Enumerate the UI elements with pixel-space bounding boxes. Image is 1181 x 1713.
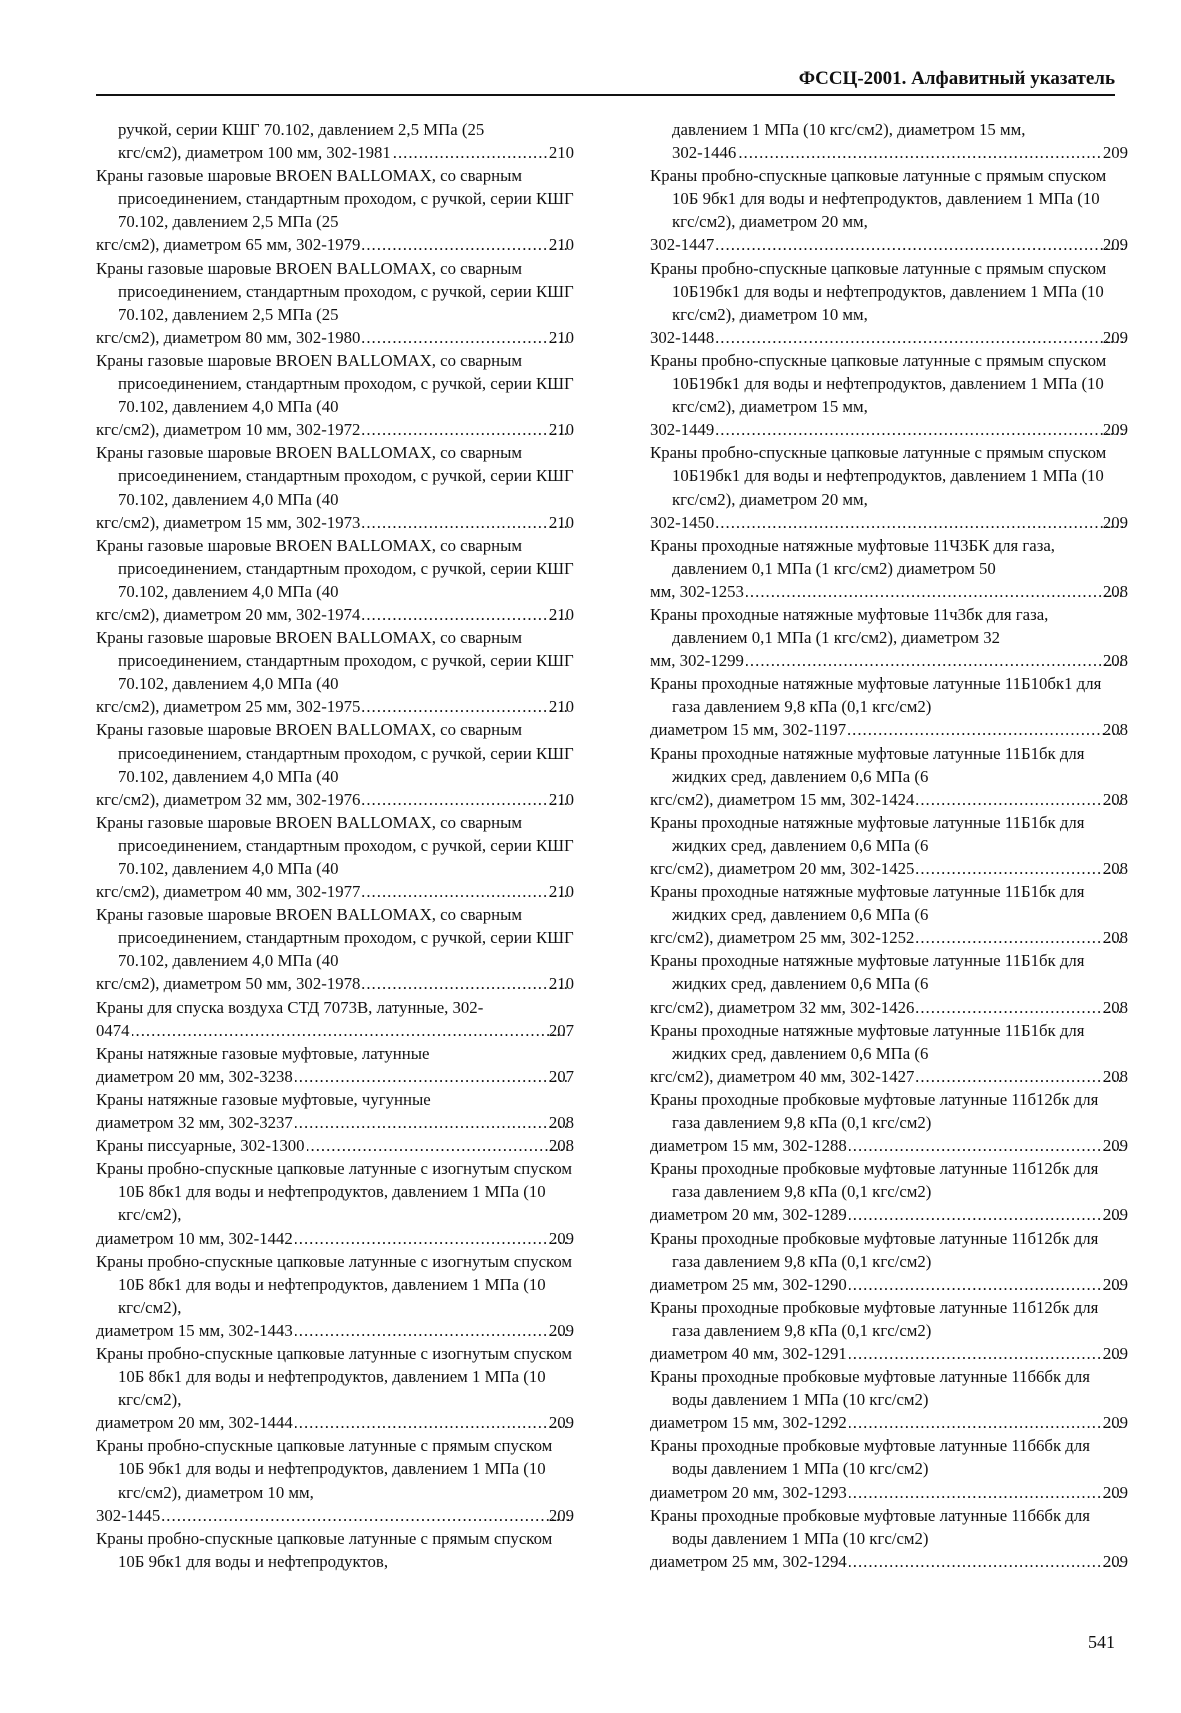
index-entry-tail: диаметром 20 мм, 302-1444 (96, 1413, 293, 1433)
index-entry-last-line (650, 1411, 1128, 1434)
index-entry-tail: кгс/см2), диаметром 80 мм, 302-1980 (96, 327, 361, 347)
index-entry-tail: кгс/см2), диаметром 25 мм, 302-1975 (96, 697, 361, 717)
dot-leader (916, 996, 1122, 1019)
index-entry-text: Краны пробно-спускные цапковые латунные с прямым спуском 10Б 9бк1 для воды и нефтепродуктов, давлением 1 МПа (10 кгс/см2), диаметром 10 мм, (96, 1436, 553, 1502)
dot-leader (362, 603, 568, 626)
dot-leader (738, 141, 1101, 164)
index-entry-page: 209 (548, 1505, 574, 1525)
index-entry-page: 208 (1102, 859, 1128, 878)
index-entry (650, 1365, 1128, 1434)
index-entry (650, 949, 1128, 1018)
index-entry-last-line (650, 1342, 1128, 1365)
index-entry-text: Краны пробно-спускные цапковые латунные с прямым спуском 10Б19бк1 для воды и нефтепродуктов, давлением 1 МПа (10 кгс/см2), диаметром 20 мм, (650, 443, 1107, 509)
index-entry-tail: диаметром 20 мм, 302-3238 (96, 1066, 293, 1086)
index-entry-tail: диаметром 15 мм, 302-1443 (96, 1320, 293, 1340)
index-entry-text: Краны проходные натяжные муфтовые латунные 11Б1бк для жидких сред, давлением 0,6 МПа (6 (650, 1020, 1085, 1063)
index-entry-text: Краны натяжные газовые муфтовые, латунные (96, 1043, 430, 1063)
index-entry-last-line (96, 695, 574, 718)
running-header (96, 64, 1115, 96)
index-entry-last-line (96, 1134, 574, 1157)
index-entry-page: 210 (548, 697, 574, 717)
index-entry-text: Краны пробно-спускные цапковые латунные с прямым спуском 10Б19бк1 для воды и нефтепродуктов, давлением 1 МПа (10 кгс/см2), диаметром 15 мм, (650, 350, 1107, 417)
index-entry-tail: кгс/см2), диаметром 100 мм, 302-1981 (118, 143, 391, 163)
index-entry-text: Краны газовые шаровые BROEN BALLOMAX, со сварным присоединением, стандартным проходом, с ручкой, серии КШГ 70.102, давлением 4,0 МПа (40 (96, 443, 574, 509)
index-entry-last-line (96, 233, 574, 256)
index-entry (650, 534, 1128, 603)
index-entry-text: Краны газовые шаровые BROEN BALLOMAX, со сварным присоединением, стандартным проходом, с ручкой, серии КШГ 70.102, давлением 4,0 МПа (40 (96, 720, 574, 786)
index-entry-tail: кгс/см2), диаметром 15 мм, 302-1424 (650, 789, 915, 809)
index-entry-last-line (96, 1411, 574, 1434)
index-entry-page: 209 (1102, 235, 1128, 255)
index-entry (650, 1504, 1128, 1573)
index-entry-last-line (96, 880, 574, 903)
index-entry-text: Краны проходные натяжные муфтовые латунные 11Б1бк для жидких сред, давлением 0,6 МПа (6 (650, 882, 1085, 925)
index-entry (650, 1296, 1128, 1365)
index-entry-tail: кгс/см2), диаметром 40 мм, 302-1427 (650, 1066, 915, 1086)
index-entry-text: Краны проходные натяжные муфтовые латунные 11Б1бк для жидких сред, давлением 0,6 МПа (6 (650, 743, 1085, 786)
index-entry-last-line (650, 326, 1128, 349)
index-entry-last-line (650, 580, 1128, 603)
index-entry-page: 209 (1102, 143, 1128, 163)
index-entry-text: Краны проходные пробковые муфтовые латунные 11б12бк для газа давлением 9,8 кПа (0,1 кгс/см2) (650, 1159, 1099, 1202)
index-entry-page: 208 (1102, 720, 1128, 740)
index-entry-last-line (650, 1481, 1128, 1504)
index-entry-tail: диаметром 20 мм, 302-1293 (650, 1482, 847, 1502)
dot-leader (849, 1550, 1123, 1573)
index-entry-text: Краны проходные натяжные муфтовые 11Ч3БК для газа, давлением 0,1 МПа (1 кгс/см2) диаметром 50 (650, 535, 1055, 578)
index-entry-text: Краны пробно-спускные цапковые латунные с изогнутым спуском 10Б 8бк1 для воды и нефтепродуктов, давлением 1 МПа (10 кгс/см2), (96, 1251, 573, 1317)
index-entry-page: 209 (1102, 1274, 1128, 1294)
dot-leader (362, 880, 568, 903)
dot-leader (362, 511, 568, 534)
index-entry-tail: кгс/см2), диаметром 20 мм, 302-1425 (650, 859, 915, 878)
index-entry-tail: диаметром 40 мм, 302-1291 (650, 1343, 847, 1363)
index-entry-last-line (650, 1273, 1128, 1296)
index-entry-page: 209 (1102, 512, 1128, 532)
index-entry-text: Краны газовые шаровые BROEN BALLOMAX, со сварным присоединением, стандартным проходом, с ручкой, серии КШГ 70.102, давлением 4,0 МПа (40 (96, 350, 574, 417)
dot-leader (362, 695, 568, 718)
index-entry (96, 1157, 574, 1249)
dot-leader (362, 788, 568, 811)
index-entry-text: Краны проходные натяжные муфтовые латунные 11Б1бк для жидких сред, давлением 0,6 МПа (6 (650, 812, 1085, 855)
index-entry-last-line (672, 141, 1128, 164)
dot-leader (716, 418, 1123, 441)
index-entry-text: Краны газовые шаровые BROEN BALLOMAX, со сварным присоединением, стандартным проходом, с ручкой, серии КШГ 70.102, давлением 4,0 МПа (40 (96, 905, 574, 971)
index-entry (96, 1434, 574, 1526)
index-entry-page: 209 (1102, 1136, 1128, 1156)
index-entry-last-line (650, 926, 1128, 949)
dot-leader (848, 718, 1123, 741)
index-entry-text: Краны проходные натяжные муфтовые латунные 11Б10бк1 для газа давлением 9,8 кПа (0,1 кгс/см2) (650, 674, 1102, 717)
index-entry-page: 210 (548, 882, 574, 902)
index-entry (96, 257, 574, 349)
index-entry (96, 441, 574, 533)
index-entry (96, 1134, 574, 1157)
index-entry-text: Краны для спуска воздуха СТД 7073В, латунные, 302- (96, 997, 484, 1017)
index-entry-last-line (650, 649, 1128, 672)
index-entry-tail: кгс/см2), диаметром 65 мм, 302-1979 (96, 235, 361, 255)
index-entry-tail: кгс/см2), диаметром 40 мм, 302-1977 (96, 882, 361, 902)
dot-leader (746, 580, 1123, 603)
index-entry-page: 210 (548, 235, 574, 255)
index-entry-text: давлением 1 МПа (10 кгс/см2), диаметром 15 мм, (672, 120, 1026, 139)
index-entry-last-line (118, 141, 574, 164)
dot-leader (362, 233, 568, 256)
dot-leader (849, 1481, 1123, 1504)
dot-leader (716, 326, 1123, 349)
index-entry-last-line (96, 418, 574, 441)
index-entry-page: 208 (1102, 1066, 1128, 1086)
index-entry-page: 210 (548, 789, 574, 809)
index-entry (650, 880, 1128, 949)
index-entry-text: ручкой, серии КШГ 70.102, давлением 2,5 МПа (25 (118, 120, 485, 139)
index-entry-page: 209 (1102, 327, 1128, 347)
dot-leader (295, 1319, 569, 1342)
index-entry-text: Краны проходные пробковые муфтовые латунные 11б6бк для воды давлением 1 МПа (10 кгс/см2) (650, 1367, 1090, 1410)
index-entry-page: 207 (548, 1066, 574, 1086)
index-entry-tail: мм, 302-1299 (650, 651, 744, 671)
index-entry-tail: 0474 (96, 1020, 130, 1040)
index-entry-page: 208 (548, 1136, 574, 1156)
index-entry (96, 811, 574, 903)
index-entry-page: 210 (548, 143, 574, 163)
index-entry (650, 672, 1128, 741)
index-entry-tail: диаметром 15 мм, 302-1288 (650, 1136, 847, 1156)
dot-leader (295, 1111, 569, 1134)
index-entry-last-line (96, 1019, 574, 1042)
index-entry-last-line (96, 511, 574, 534)
index-entry-page: 208 (1102, 997, 1128, 1017)
page-number: 541 (1088, 1632, 1115, 1652)
index-entry (96, 1250, 574, 1342)
dot-leader (916, 857, 1122, 880)
index-entry-tail: 302-1449 (650, 420, 715, 440)
dot-leader (849, 1411, 1123, 1434)
dot-leader (307, 1134, 569, 1157)
dot-leader (362, 326, 568, 349)
index-entry-last-line (650, 1065, 1128, 1088)
index-entry-last-line (650, 1550, 1128, 1573)
index-entry-page: 209 (1102, 1205, 1128, 1225)
index-entry-text: Краны газовые шаровые BROEN BALLOMAX, со сварным присоединением, стандартным проходом, с ручкой, серии КШГ 70.102, давлением 2,5 МПа (25 (96, 258, 574, 324)
index-entry-last-line (96, 1504, 574, 1527)
dot-leader (295, 1065, 569, 1088)
index-entry-page: 208 (548, 1113, 574, 1133)
index-entry-page: 210 (548, 512, 574, 532)
index-entry (96, 626, 574, 718)
dot-leader (295, 1227, 569, 1250)
index-entry-tail: 302-1445 (96, 1505, 161, 1525)
index-entry-page: 209 (548, 1413, 574, 1433)
index-entry (650, 118, 1128, 164)
index-entry-page: 209 (1102, 1413, 1128, 1433)
index-entry-tail: кгс/см2), диаметром 50 мм, 302-1978 (96, 974, 361, 994)
index-entry (650, 164, 1128, 256)
index-entry-tail: кгс/см2), диаметром 25 мм, 302-1252 (650, 928, 915, 948)
index-entry (96, 349, 574, 441)
index-entry-page: 209 (1102, 420, 1128, 440)
index-entry-page: 210 (548, 974, 574, 994)
dot-leader (746, 649, 1123, 672)
index-entry-page: 210 (548, 604, 574, 624)
dot-leader (162, 1504, 569, 1527)
index-entry (96, 903, 574, 995)
index-entry-page: 208 (1102, 928, 1128, 948)
index-entry (650, 603, 1128, 672)
index-entry-page: 209 (548, 1228, 574, 1248)
index-entry-text: Краны газовые шаровые BROEN BALLOMAX, со сварным присоединением, стандартным проходом, с ручкой, серии КШГ 70.102, давлением 2,5 МПа (25 (96, 166, 574, 232)
index-entry-last-line (96, 788, 574, 811)
dot-leader (716, 511, 1123, 534)
index-entry-last-line (96, 1111, 574, 1134)
index-entry (650, 1157, 1128, 1226)
index-entry (96, 534, 574, 626)
dot-leader (362, 972, 568, 995)
index-entry (650, 1019, 1128, 1088)
index-entry-text: Краны проходные пробковые муфтовые латунные 11б12бк для газа давлением 9,8 кПа (0,1 кгс/см2) (650, 1089, 1099, 1133)
index-entry-tail: диаметром 20 мм, 302-1289 (650, 1205, 847, 1225)
index-entry (96, 996, 574, 1042)
index-entry-tail: диаметром 15 мм, 302-1292 (650, 1413, 847, 1433)
index-entry-text: Краны проходные натяжные муфтовые 11ч3бк для газа, давлением 0,1 МПа (1 кгс/см2), диаметром 32 (650, 604, 1049, 648)
index-entry-page: 209 (1102, 1343, 1128, 1363)
index-entry-text: Краны пробно-спускные цапковые латунные с прямым спуском 10Б19бк1 для воды и нефтепродуктов, давлением 1 МПа (10 кгс/см2), диаметром 10 мм, (650, 258, 1107, 324)
index-entry (650, 811, 1128, 880)
index-entry-page: 210 (548, 327, 574, 347)
index-entry-last-line (650, 511, 1128, 534)
index-entry (96, 164, 574, 256)
index-entry-last-line (650, 1203, 1128, 1226)
index-entry (96, 1527, 574, 1573)
index-entry-tail: диаметром 10 мм, 302-1442 (96, 1228, 293, 1248)
index-entry-page: 208 (1102, 581, 1128, 601)
dot-leader (916, 1065, 1122, 1088)
index-entry-text: Краны пробно-спускные цапковые латунные с прямым спуском 10Б 9бк1 для воды и нефтепродуктов, (96, 1528, 553, 1571)
index-entry-last-line (650, 857, 1128, 880)
index-column-left (96, 118, 574, 1573)
index-entry-last-line (96, 1227, 574, 1250)
index-entry-page: 210 (548, 420, 574, 440)
index-entry-page: 208 (1102, 789, 1128, 809)
dot-leader (916, 788, 1122, 811)
header-title: ФССЦ-2001. Алфавитный указатель (798, 68, 1115, 89)
index-entry-tail: кгс/см2), диаметром 10 мм, 302-1972 (96, 420, 361, 440)
index-entry-tail: 302-1447 (650, 235, 715, 255)
index-entry-tail: диаметром 15 мм, 302-1197 (650, 720, 847, 740)
index-entry-last-line (650, 418, 1128, 441)
index-entry-text: Краны проходные пробковые муфтовые латунные 11б12бк для газа давлением 9,8 кПа (0,1 кгс/см2) (650, 1228, 1099, 1271)
index-entry-text: Краны пробно-спускные цапковые латунные с изогнутым спуском 10Б 8бк1 для воды и нефтепродуктов, давлением 1 МПа (10 кгс/см2), (96, 1343, 573, 1410)
index-entry-page: 209 (1102, 1482, 1128, 1502)
index-entry (650, 1227, 1128, 1296)
index-entry-page: 208 (1102, 651, 1128, 671)
dot-leader (295, 1411, 569, 1434)
index-entry-tail: диаметром 32 мм, 302-3237 (96, 1113, 293, 1133)
index-entry-text: Краны пробно-спускные цапковые латунные с прямым спуском 10Б 9бк1 для воды и нефтепродуктов, давлением 1 МПа (10 кгс/см2), диаметром 20 мм, (650, 166, 1107, 232)
index-entry-text: Краны газовые шаровые BROEN BALLOMAX, со сварным присоединением, стандартным проходом, с ручкой, серии КШГ 70.102, давлением 4,0 МПа (40 (96, 812, 574, 878)
index-entry-text: Краны проходные натяжные муфтовые латунные 11Б1бк для жидких сред, давлением 0,6 МПа (6 (650, 951, 1085, 994)
dot-leader (362, 418, 568, 441)
dot-leader (849, 1273, 1123, 1296)
index-entry-tail: диаметром 25 мм, 302-1294 (650, 1551, 847, 1571)
index-entry-last-line (650, 233, 1128, 256)
index-entry-tail: Краны писсуарные, 302-1300 (96, 1136, 305, 1156)
index-entry-tail: кгс/см2), диаметром 20 мм, 302-1974 (96, 604, 361, 624)
index-entry-last-line (96, 1319, 574, 1342)
index-entry-text: Краны газовые шаровые BROEN BALLOMAX, со сварным присоединением, стандартным проходом, с ручкой, серии КШГ 70.102, давлением 4,0 МПа (40 (96, 535, 574, 601)
index-entry-tail: мм, 302-1253 (650, 581, 744, 601)
index-entry-last-line (650, 996, 1128, 1019)
dot-leader (716, 233, 1123, 256)
index-entry (96, 1042, 574, 1088)
index-entry-text: Краны пробно-спускные цапковые латунные с изогнутым спуском 10Б 8бк1 для воды и нефтепродуктов, давлением 1 МПа (10 кгс/см2), (96, 1159, 573, 1225)
dot-leader (132, 1019, 569, 1042)
index-entry-tail: кгс/см2), диаметром 32 мм, 302-1976 (96, 789, 361, 809)
index-entry (650, 257, 1128, 349)
index-entry (96, 1088, 574, 1134)
index-entry-tail: кгс/см2), диаметром 15 мм, 302-1973 (96, 512, 361, 532)
index-entry-last-line (96, 603, 574, 626)
index-entry-page: 209 (548, 1320, 574, 1340)
index-entry-last-line (96, 326, 574, 349)
index-entry-tail: 302-1450 (650, 512, 715, 532)
index-column-right (650, 118, 1128, 1573)
index-entry (650, 349, 1128, 441)
index-entry-page: 207 (548, 1020, 574, 1040)
dot-leader (849, 1342, 1123, 1365)
index-entry-tail: 302-1446 (672, 143, 737, 163)
index-entry (96, 1342, 574, 1434)
index-entry-text: Краны проходные пробковые муфтовые латунные 11б6бк для воды давлением 1 МПа (10 кгс/см2) (650, 1505, 1090, 1548)
index-entry-tail: кгс/см2), диаметром 32 мм, 302-1426 (650, 997, 915, 1017)
index-entry (650, 742, 1128, 811)
index-entry-page: 209 (1102, 1551, 1128, 1571)
index-entry (96, 718, 574, 810)
index-entry-last-line (650, 788, 1128, 811)
index-entry-text: Краны натяжные газовые муфтовые, чугунные (96, 1089, 431, 1109)
index-entry-last-line (96, 972, 574, 995)
index-entry-last-line (650, 1134, 1128, 1157)
index-entry-last-line (650, 718, 1128, 741)
dot-leader (916, 926, 1122, 949)
dot-leader (393, 141, 547, 164)
index-entry (650, 1434, 1128, 1503)
index-entry-last-line (96, 1065, 574, 1088)
index-entry-tail: 302-1448 (650, 327, 715, 347)
index-entry (650, 1088, 1128, 1157)
index-entry-text: Краны проходные пробковые муфтовые латунные 11б12бк для газа давлением 9,8 кПа (0,1 кгс/см2) (650, 1297, 1099, 1340)
index-entry (96, 118, 574, 164)
index-entry-text: Краны газовые шаровые BROEN BALLOMAX, со сварным присоединением, стандартным проходом, с ручкой, серии КШГ 70.102, давлением 4,0 МПа (40 (96, 628, 574, 694)
index-entry-text: Краны проходные пробковые муфтовые латунные 11б6бк для воды давлением 1 МПа (10 кгс/см2) (650, 1436, 1090, 1479)
index-entry-tail: диаметром 25 мм, 302-1290 (650, 1274, 847, 1294)
index-entry (650, 441, 1128, 533)
dot-leader (849, 1203, 1123, 1226)
dot-leader (849, 1134, 1123, 1157)
